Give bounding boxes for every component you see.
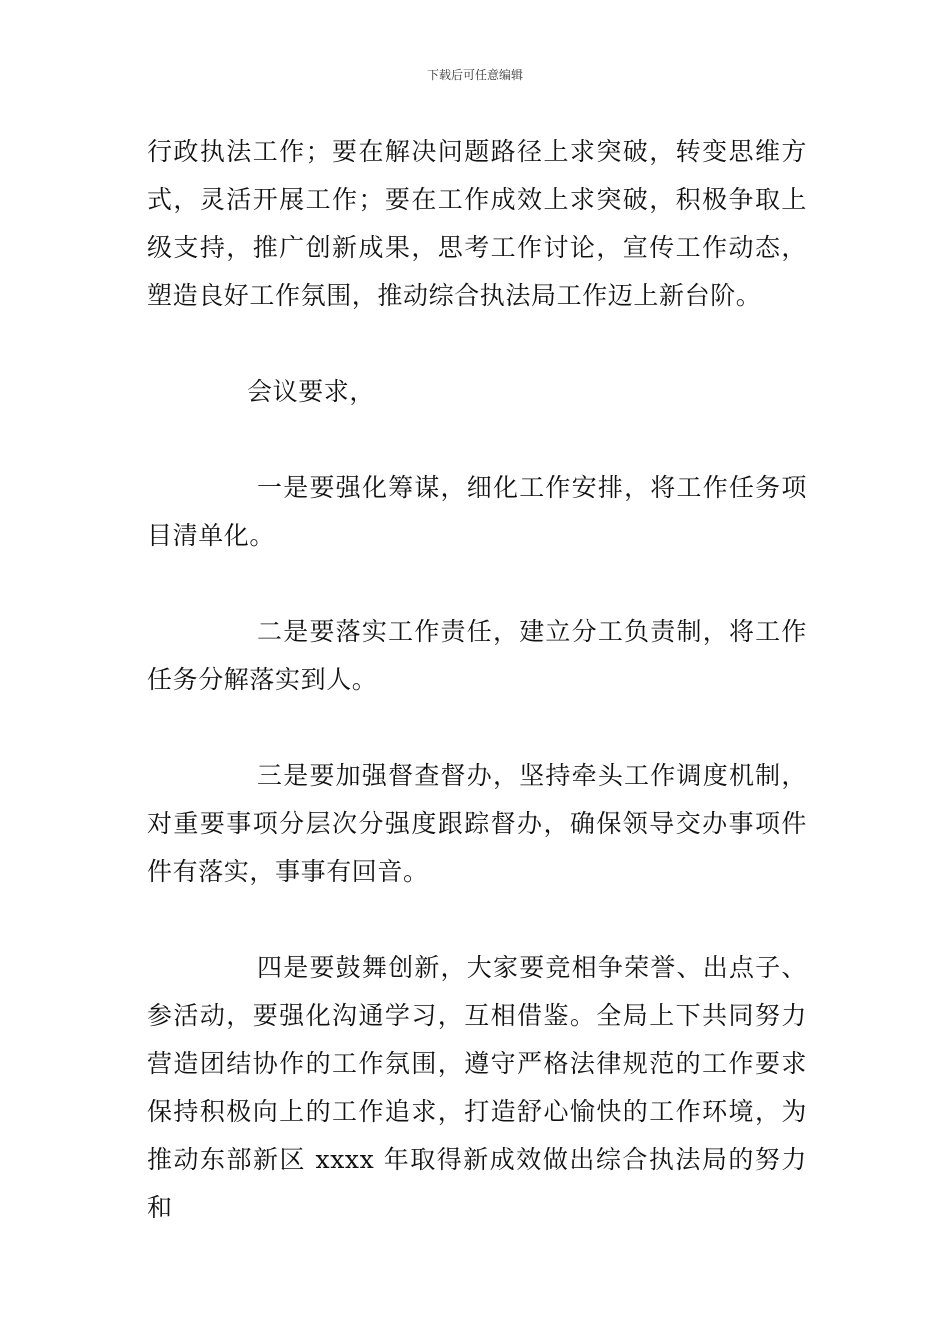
page-header: 下载后可任意编辑 — [426, 68, 523, 82]
paragraph-meeting-requirements: 会议要求， — [247, 377, 376, 406]
document-body — [147, 128, 807, 1232]
paragraph-requirement-4: 四是要鼓舞创新，大家要竞相争荣誉、出点子、参活动，要强化沟通学习，互相借鉴。全局上下共同努力营造团结协作的工作氛围，遵守严格法律规范的工作要求保持积极向上的工作追求，打造舒心愉快的工作环境，为推动东部新区 xxxx 年取得新成效做出综合执法局的努力和 — [147, 953, 807, 1222]
paragraph-requirement-1: 一是要强化筹谋，细化工作安排，将工作任务项目清单化。 — [147, 473, 807, 550]
paragraph-continuation: 行政执法工作；要在解决问题路径上求突破，转变思维方式，灵活开展工作；要在工作成效上求突破，积极争取上级支持，推广创新成果，思考工作讨论，宣传工作动态，塑造良好工作氛围，推动综合执法局工作迈上新台阶。 — [147, 137, 807, 310]
paragraph-requirement-2: 二是要落实工作责任，建立分工负责制，将工作任务分解落实到人。 — [147, 617, 807, 694]
paragraph-requirement-3: 三是要加强督查督办，坚持牵头工作调度机制，对重要事项分层次分强度跟踪督办，确保领导交办事项件件有落实，事事有回音。 — [147, 761, 807, 886]
